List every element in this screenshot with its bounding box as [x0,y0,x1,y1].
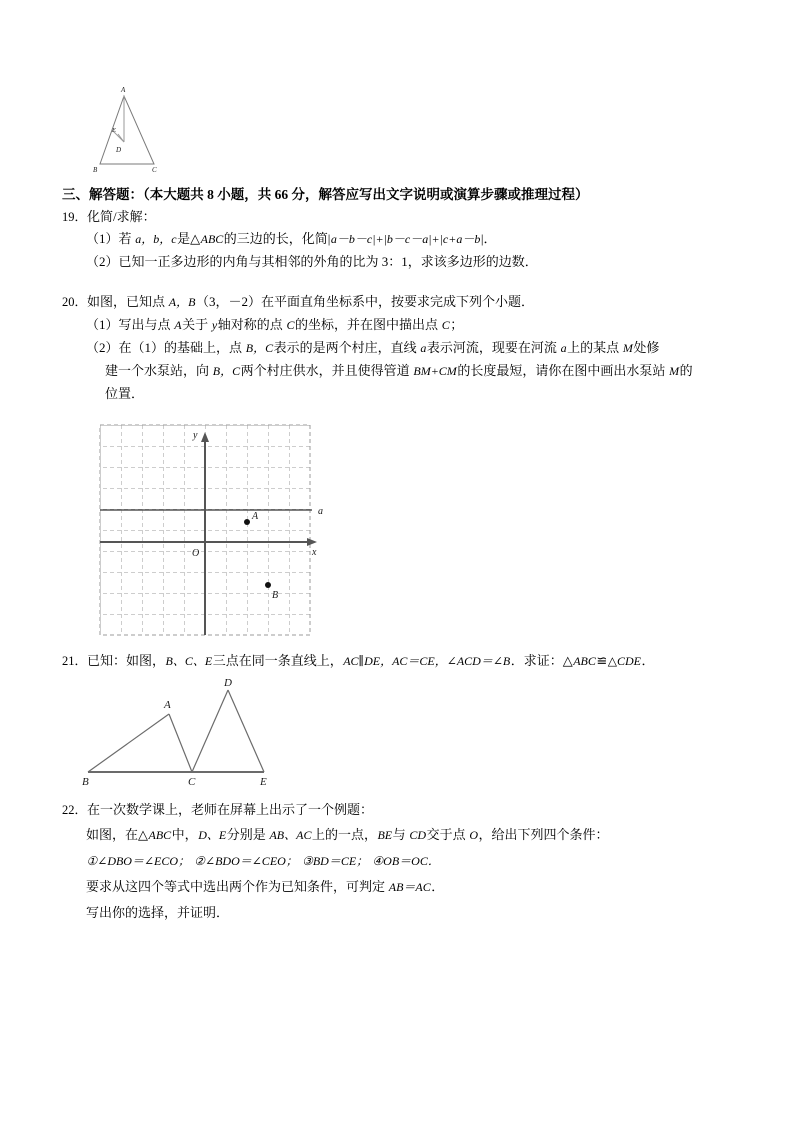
q22-l2-a: 如图，在△ [86,827,148,842]
q20-p2l3: 位置． [105,386,145,401]
tri-label-c: C [188,776,196,788]
q21-triangle-1: ABC [573,654,596,668]
q20-p2l2-a: 建一个水泵站，向 [105,363,213,378]
q19-p1-triangle: ABC [200,232,224,246]
q19-p1-text-a: 若 [118,231,135,246]
question-20-number: 20． [62,295,88,309]
q19-p2-text: 已知一正多边形的内角与其相邻的外角的比为 3：1，求该多边形的边数． [118,254,538,269]
q22-l2-c: 分别是 [226,827,269,842]
q20-p2-d: 上的某点 [567,340,623,355]
q20-p1-c: 轴对称的点 [217,317,286,332]
figure-two-triangles [72,672,302,788]
q22-l2-points-de: D、E [198,828,227,842]
q20-p1-a: 写出与点 [118,317,174,332]
axis-label-x: x [312,547,317,558]
q22-line1: 在一次数学课上，老师在屏幕上出示了一个例题： [87,802,374,817]
question-20-part-2-line-1 [86,338,659,358]
q21-b: 三点在同一条直线上， [212,653,343,668]
question-20-part-1 [86,315,463,335]
question-22-line-4 [86,877,444,897]
question-20-stem [62,292,534,312]
q21-a: 已知：如图， [87,653,166,668]
q20-p2-a: 在（1）的基础上，点 [118,340,246,355]
q20-p2l2-point-m: M [669,364,680,378]
question-22-conditions [86,851,440,871]
q19-p1-text-d: |． [480,231,497,246]
q20-p2-label: （2） [86,340,119,355]
q19-p1-text-c: 的三边的长，化简| [223,231,331,246]
q20-stem-b: （3，－2）在平面直角坐标系中，按要求完成下列个小题． [195,294,534,309]
question-22-line-1 [62,800,373,820]
q20-p2l2-b: 两个村庄供水，并且使得管道 [240,363,413,378]
figure-cartesian-plane [96,424,336,646]
q19-p1-text-b: 是△ [177,231,201,246]
tri-label-a: A [164,699,171,711]
q22-condition-1: ①∠DBO＝∠ECO； [86,854,191,868]
q22-l2-segment-be: BE [377,828,393,842]
q22-l2-triangle: ABC [148,828,172,842]
line-a-label: a [318,506,323,517]
q20-p2-b: 表示的是两个村庄，直线 [273,340,420,355]
q20-p1-axis-y: y [211,318,218,332]
q19-p2-label: （2） [86,254,119,269]
question-22-line-2 [86,825,609,845]
q21-congruent-sign: ≌ [596,653,608,668]
q20-p2-e: 处修 [633,340,660,355]
section-heading: 三、解答题：（本大题共 8 小题，共 66 分，解答应写出文字说明或演算步骤或推理过程） [62,187,589,202]
label-d: D [116,146,122,154]
question-20-part-2-line-3 [105,384,144,403]
q22-condition-4: ④OB＝OC． [372,854,440,868]
figure-triangle-abc-de [88,82,198,174]
question-21-number: 21． [62,654,88,668]
q20-p2-line-a2: a [560,341,567,355]
q21-points: B、C、E [165,654,213,668]
q20-p2-points-bc: B，C [245,341,274,355]
q22-l2-point-o: O [469,828,479,842]
question-22-number: 22． [62,803,88,817]
label-c: C [152,166,157,174]
q20-p2l2-c: 的长度最短，请你在图中画出水泵站 [457,363,669,378]
axis-label-y: y [193,430,198,441]
question-22-line-5 [86,903,229,922]
q19-p1-label: （1） [86,231,119,246]
question-19-stem-text: 化简/求解： [87,209,156,224]
q20-p1-point-c: C [286,318,295,332]
q20-p2-point-m: M [622,341,633,355]
q22-l2-segment-cd: CD [409,828,427,842]
point-b-marker [265,582,271,588]
q20-stem-a: 如图，已知点 [87,294,169,309]
question-19-part-2 [86,252,538,271]
question-20-part-2-line-2 [105,361,693,381]
q22-l5: 写出你的选择，并证明． [86,905,230,920]
q19-p1-expression: a－b－c|+|b－c－a|+|c+a－b [330,232,481,246]
label-a: A [121,86,126,94]
q22-l4-b: ． [431,879,445,894]
q22-l2-segments-ab-ac: AB、AC [269,828,312,842]
q20-p2l2-pipe-expr: BM+CM [413,364,457,378]
q20-p2-c: 表示河流，现要在河流 [426,340,561,355]
q20-p1-label: （1） [86,317,119,332]
q21-triangle-2: △CDE [607,654,642,668]
q20-p1-point-a: A [174,318,182,332]
q20-p1-point-c2: C [441,318,450,332]
q22-l2-d: 上的一点， [311,827,377,842]
tri-label-d: D [224,677,232,689]
point-a-marker [244,519,250,525]
tri-label-e: E [260,776,267,788]
point-b-label: B [272,590,279,601]
q20-stem-vars: A，B [168,295,196,309]
q22-l2-f: 交于点 [426,827,469,842]
q22-l2-e: 与 [392,827,409,842]
q22-l4-a: 要求从这四个等式中选出两个作为已知条件，可判定 [86,879,389,894]
tri-label-b: B [82,776,89,788]
question-19-part-1 [86,229,496,249]
q19-p1-vars: a，b，c [135,232,177,246]
axis-label-origin: O [192,548,200,559]
q20-p2l2-points-bc: B，C [212,364,241,378]
q20-p1-b: 关于 [182,317,212,332]
question-19-stem [62,207,156,227]
q20-p1-e: ； [450,317,464,332]
q20-p2l2-d: 的 [679,363,693,378]
q20-p1-d: 的坐标，并在图中描出点 [295,317,442,332]
q22-l2-g: ，给出下列四个条件： [478,827,609,842]
q22-l4-equation: AB＝AC [388,880,431,894]
label-e: E [112,127,116,134]
q22-condition-2: ②∠BDO＝∠CEO； [194,854,298,868]
q22-l2-b: 中， [171,827,198,842]
q22-condition-3: ③BD＝CE； [302,854,369,868]
q21-conditions: AC∥DE，AC＝CE，∠ACD＝∠B [343,654,511,668]
question-19-number: 19． [62,210,88,224]
point-a-label: A [252,511,259,522]
q21-c: ．求证：△ [510,653,573,668]
q20-p2-line-a1: a [420,341,427,355]
q21-d: ． [641,653,655,668]
label-b: B [93,166,98,174]
question-21-stem [62,651,655,671]
